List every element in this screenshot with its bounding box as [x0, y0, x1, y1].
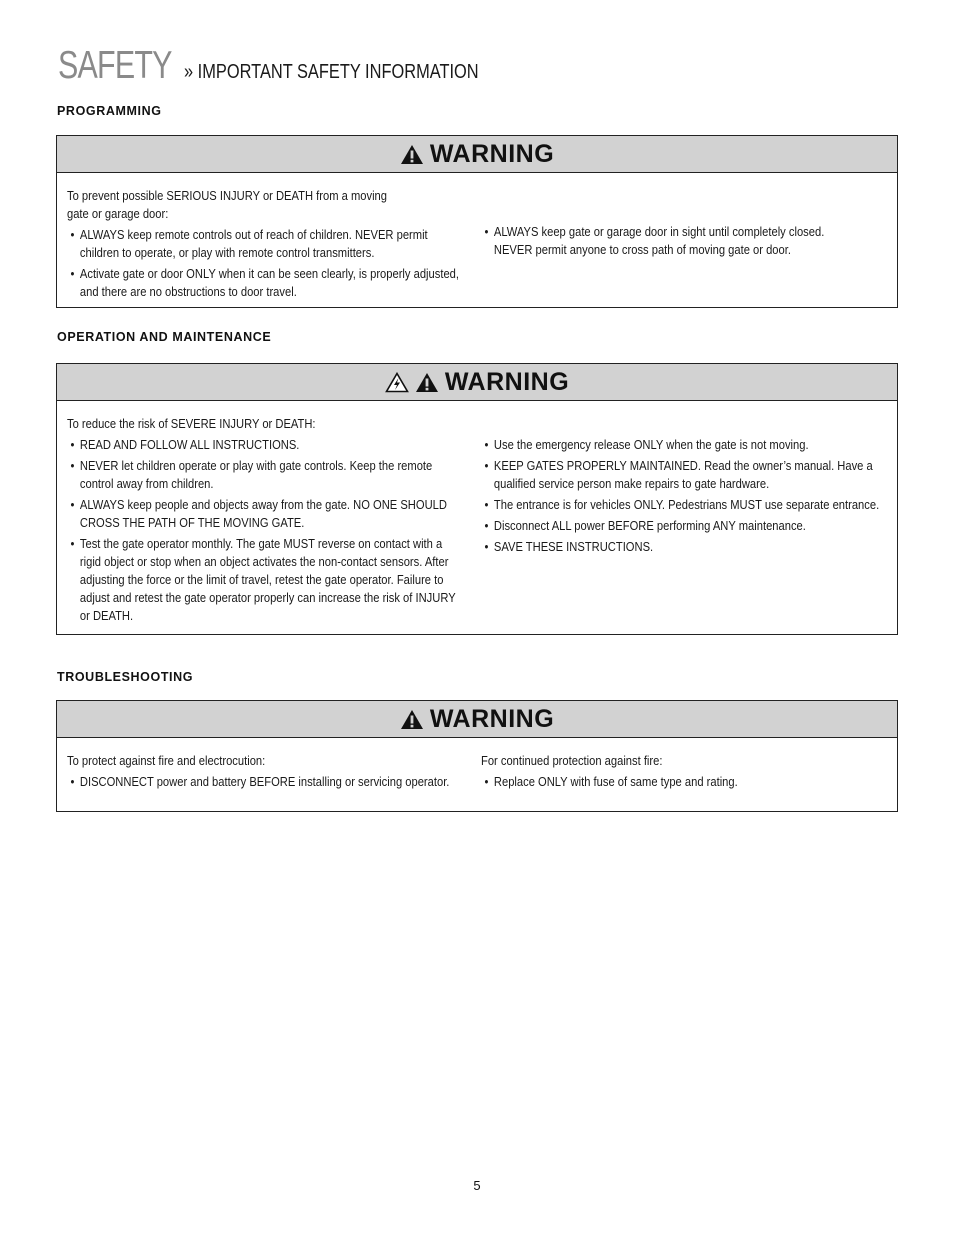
warning-box-troubleshooting	[56, 700, 898, 812]
warning-triangle-icon	[400, 144, 424, 165]
warning-intro: To protect against fire and electrocution:	[67, 753, 266, 768]
list-item: • Test the gate operator monthly. The gate MUST reverse on contact with a rigid object or stop when an object activates the non-contact sensors. After adjusting the force or the limit of travel, retest the gate operator. Failure to adjust and retest the gate operator properly can increase the risk of INJURY or DEATH.	[67, 535, 460, 625]
list-item: • READ AND FOLLOW ALL INSTRUCTIONS.	[67, 436, 460, 454]
page-subtitle: » IMPORTANT SAFETY INFORMATION	[184, 61, 479, 83]
warning-box-operation	[56, 363, 898, 635]
page-title: SAFETY	[58, 44, 172, 87]
list-item: • Use the emergency release ONLY when the gate is not moving.	[481, 436, 886, 454]
warning-header	[57, 364, 897, 401]
warning-right-column	[477, 415, 887, 628]
warning-title: WARNING	[429, 139, 555, 168]
warning-body	[57, 173, 897, 314]
warning-left-column	[67, 415, 477, 628]
section-label-troubleshooting: TROUBLESHOOTING	[57, 670, 194, 684]
warning-right-column	[477, 187, 887, 304]
warning-body	[57, 401, 897, 638]
page-header	[58, 44, 543, 88]
warning-triangle-icon	[400, 709, 424, 730]
page-number: 5	[473, 1178, 481, 1193]
list-item: • SAVE THESE INSTRUCTIONS.	[481, 538, 886, 556]
warning-title: WARNING	[444, 367, 570, 396]
list-item: • NEVER let children operate or play with gate controls. Keep the remote control away from children.	[67, 457, 460, 493]
list-item: • ALWAYS keep people and objects away from the gate. NO ONE SHOULD CROSS THE PATH OF THE MOVING GATE.	[67, 496, 460, 532]
section-label-programming: PROGRAMMING	[57, 104, 162, 118]
warning-intro: To reduce the risk of SEVERE INJURY or DEATH:	[67, 416, 316, 431]
list-item: • Disconnect ALL power BEFORE performing ANY maintenance.	[481, 517, 886, 535]
warning-left-column	[67, 187, 477, 304]
list-item: • Replace ONLY with fuse of same type and rating.	[481, 773, 886, 791]
electric-shock-icon	[385, 372, 409, 393]
warning-body	[57, 738, 897, 804]
warning-box-programming	[56, 135, 898, 308]
list-item: • ALWAYS keep gate or garage door in sight until completely closed. NEVER permit anyone to cross path of moving gate or door.	[481, 223, 838, 259]
list-item: • Activate gate or door ONLY when it can be seen clearly, is properly adjusted, and there are no obstructions to door travel.	[67, 265, 460, 301]
warning-right-column	[477, 752, 887, 794]
list-item: • DISCONNECT power and battery BEFORE installing or servicing operator.	[67, 773, 460, 791]
warning-title: WARNING	[429, 704, 555, 733]
warning-left-column	[67, 752, 477, 794]
list-item: • KEEP GATES PROPERLY MAINTAINED. Read the owner’s manual. Have a qualified service person make repairs to gate hardware.	[481, 457, 886, 493]
section-label-operation: OPERATION AND MAINTENANCE	[57, 330, 272, 344]
list-item: • ALWAYS keep remote controls out of reach of children. NEVER permit children to operate, or play with remote control transmitters.	[67, 226, 460, 262]
warning-intro: To prevent possible SERIOUS INJURY or DEATH from a moving gate or garage door:	[67, 188, 387, 221]
list-item: • The entrance is for vehicles ONLY. Pedestrians MUST use separate entrance.	[481, 496, 886, 514]
warning-header	[57, 136, 897, 173]
warning-triangle-icon	[415, 372, 439, 393]
warning-intro: For continued protection against fire:	[481, 753, 663, 768]
warning-header	[57, 701, 897, 738]
